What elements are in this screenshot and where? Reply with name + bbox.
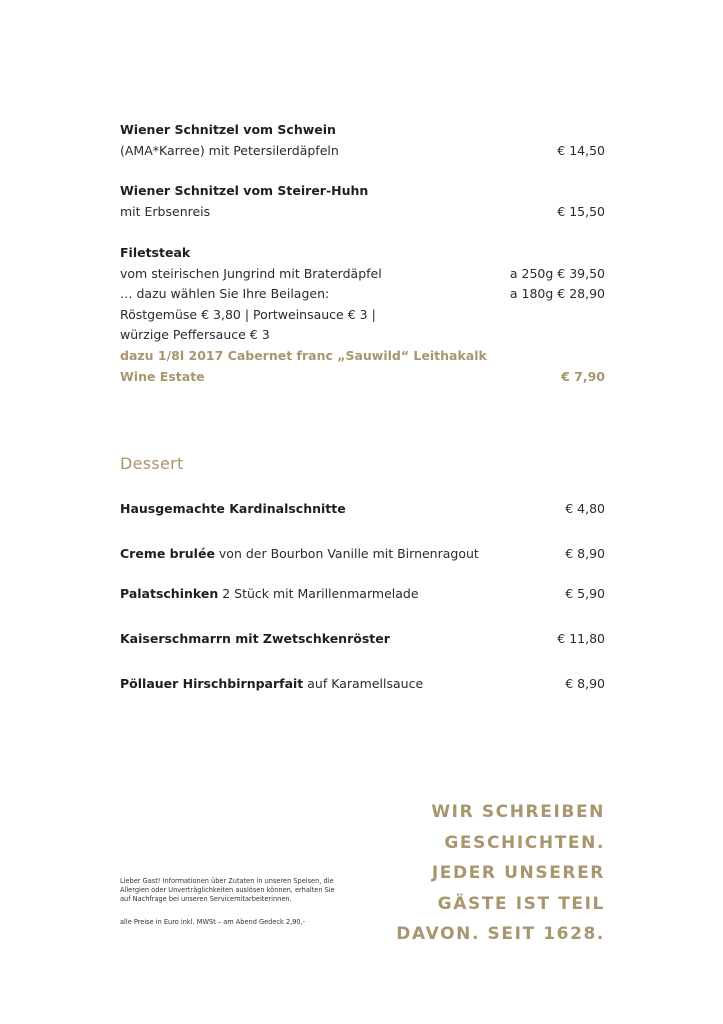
dessert-price: € 4,80 [565, 501, 605, 516]
dessert-name: Creme brulée [120, 546, 215, 561]
dessert-price: € 11,80 [557, 631, 605, 646]
dessert-description: 2 Stück mit Marillenmarmelade [218, 586, 419, 601]
slogan-line: GÄSTE IST TEIL [437, 893, 605, 914]
dessert-name: Kaiserschmarrn mit Zwetschkenröster [120, 631, 390, 646]
allergen-note-line: Allergien oder Unverträglichkeiten auslösen können, erhalten Sie [120, 886, 335, 894]
wine-price: € 7,90 [561, 369, 605, 384]
dish-description: mit Erbsenreis [120, 204, 211, 219]
dessert-price: € 8,90 [565, 676, 605, 691]
dessert-name: Pöllauer Hirschbirnparfait [120, 676, 304, 691]
dish-description: … dazu wählen Sie Ihre Beilagen: [120, 286, 330, 301]
dessert-description: auf Karamellsauce [303, 676, 424, 691]
dish-price: a 180g € 28,90 [509, 286, 605, 301]
wine-pairing: Wine Estate [120, 369, 205, 384]
dessert-item [120, 501, 605, 517]
price-note: alle Preise in Euro inkl. MWSt – am Abend Gedeck 2,90,- [120, 918, 306, 926]
dessert-description: von der Bourbon Vanille mit Birnenragout [214, 546, 479, 561]
slogan-line: JEDER UNSERER [431, 863, 605, 883]
dessert-name: Palatschinken [120, 586, 219, 601]
dish-description: (AMA*Karree) mit Petersilerdäpfeln [120, 143, 339, 158]
slogan [345, 797, 605, 950]
dessert-name: Hausgemachte Kardinalschnitte [120, 501, 346, 516]
wine-pairing: dazu 1/8l 2017 Cabernet franc „Sauwild“ Leithakalk [120, 348, 487, 363]
slogan-line: WIR SCHREIBEN [431, 802, 605, 822]
section-title-dessert: Dessert [120, 454, 184, 473]
dessert-item [120, 546, 605, 562]
dish-name: Wiener Schnitzel vom Schwein [120, 122, 336, 137]
dish-description: würzige Peffersauce € 3 [120, 327, 270, 342]
slogan-line: GESCHICHTEN. [444, 832, 605, 853]
dessert-item [120, 586, 605, 602]
dish-price: a 250g € 39,50 [509, 266, 605, 281]
dessert-item [120, 631, 605, 647]
allergen-note-line: Lieber Gast! Informationen über Zutaten in unseren Speisen, die [120, 877, 334, 885]
dessert-price: € 5,90 [565, 586, 605, 601]
slogan-line: DAVON. SEIT 1628. [396, 924, 605, 944]
dish-price: € 15,50 [557, 204, 605, 219]
dish-description: vom steirischen Jungrind mit Braterdäpfel [120, 266, 382, 281]
dessert-item [120, 676, 605, 692]
dish-name: Wiener Schnitzel vom Steirer-Huhn [120, 183, 369, 198]
dish-description: Röstgemüse € 3,80 | Portweinsauce € 3 | [120, 307, 376, 322]
dish-price: € 14,50 [557, 143, 605, 158]
dish-name: Filetsteak [120, 245, 191, 260]
allergen-note [120, 877, 350, 904]
dessert-price: € 8,90 [565, 546, 605, 561]
allergen-note-line: auf Nachfrage bei unseren Servicemitarbeiterinnen. [120, 895, 292, 903]
